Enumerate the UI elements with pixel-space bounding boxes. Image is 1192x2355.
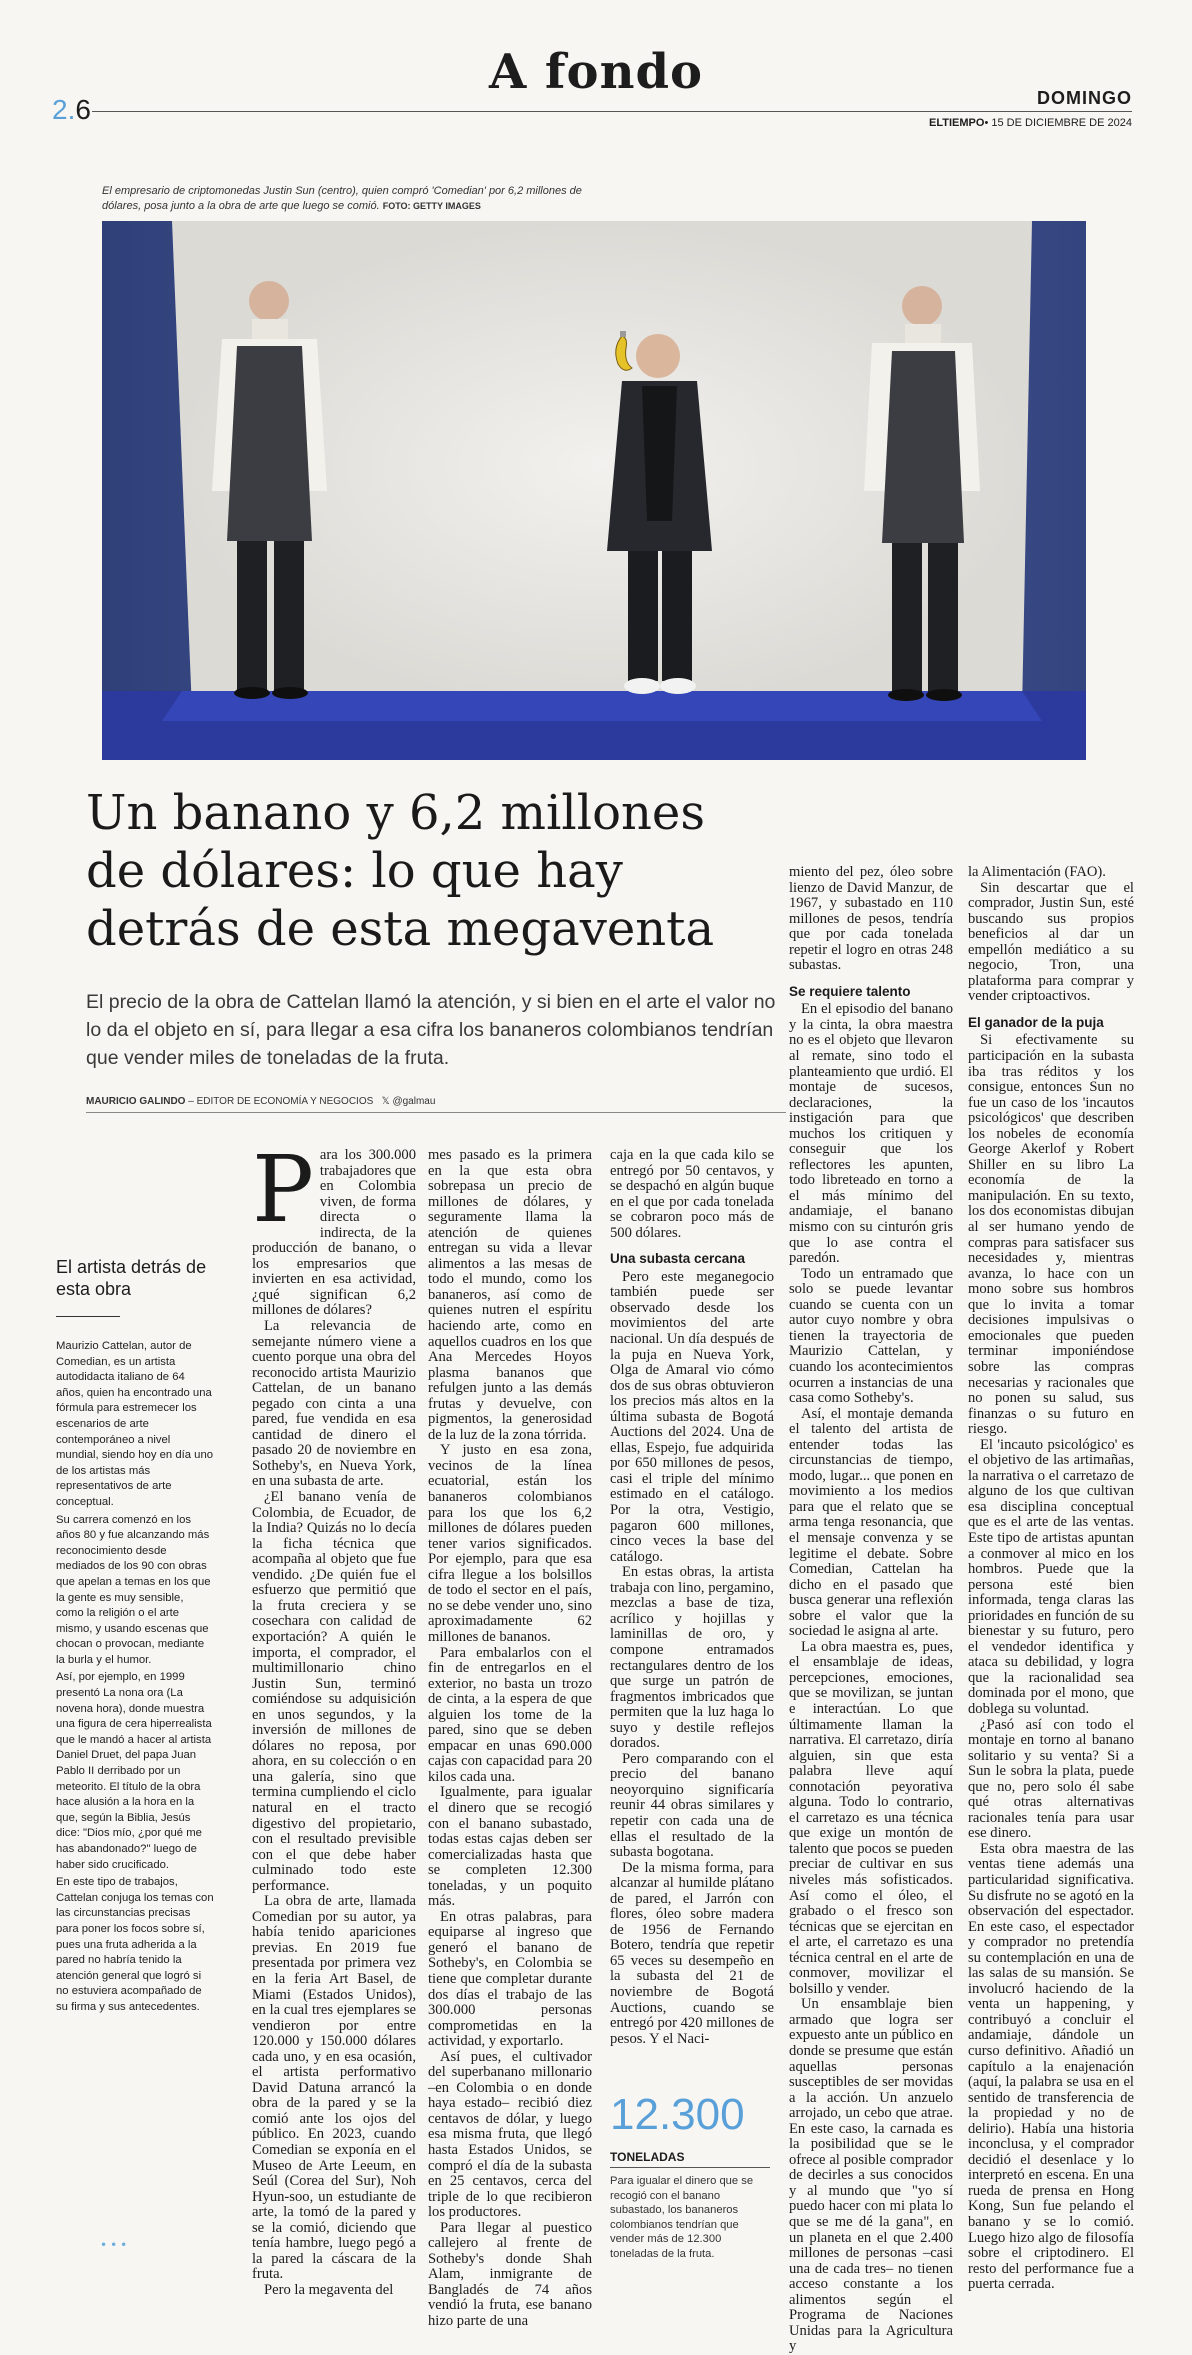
sidebar-body [56, 1339, 214, 2018]
sidebar-paragraph: Maurizio Cattelan, autor de Comedian, es un artista autodidacta italiano de 64 años, quien ha encontrado una fórmula para estremecer los escenarios de arte contemporáneo a nivel mundial, siendo hoy en día uno de los artistas más representativos de arte conceptual. [56, 1340, 214, 1508]
section-title: A fondo [488, 44, 704, 100]
article-column-4 [789, 864, 953, 2355]
paragraph: Para llegar al puestico callejero al frente de Sotheby's donde Shah Alam, inmigrante de Bangladés de 74 años vendió la fruta, ese banano hizo parte de una [428, 2219, 592, 2330]
highlight-label: TONELADAS [610, 2150, 685, 2164]
paragraph: Así, el montaje demanda el talento del artista de entender todas las circunstancias de tiempo, modo, lugar... que ponen en movimiento a los medios para que el relato que se arma tenga resonancia, que el mensaje convenza y se legitime el debate. Sobre Comedian, Cattelan ha dicho en el pasado que busca generar una reflexión sobre el valor que la sociedad le asigna al arte. [789, 1405, 953, 1640]
paragraph: Sin descartar que el comprador, Justin Sun, esté buscando sus propios beneficios al dar un empellón mediático a su negocio, Tron, una plataforma para comprar y vender criptoactivos. [968, 879, 1134, 1005]
paragraph: En otras palabras, para equiparse al ingreso que generó el banano de Sotheby's, en Colombia se tiene que completar durante dos días el trabajo de las 300.000 personas comprometidas en la actividad, y exportarlo. [428, 1908, 592, 2050]
author-role: – EDITOR DE ECONOMÍA Y NEGOCIOS [188, 1096, 374, 1107]
paragraph: La obra maestra es, pues, el ensamblaje de ideas, percepciones, emociones, que se movilizan, se juntan e interactúan. Lo que últimamente llaman la narrativa. El carretazo, diría alguien, sin que esta palabra lleve aquí connotación peyorativa alguna. Todo lo contrario, el carretazo es una técnica que exige un montón de talento que pocos se pueden preciar de cultivar en sus niveles más sofisticados. Así como el óleo, el grabado o el fresco son técnicas que se ejercitan en el arte, el carretazo es una técnica central en el arte de conmover, movilizar el bolsillo y vender. [789, 1638, 953, 1997]
paragraph: Pero la megaventa del [264, 2281, 394, 2298]
paragraph: Pero comparando con el precio del banano neoyorquino significaría reunir 44 obras similares y repetir con cada una de ellas el resultado de la subasta bogotana. [610, 1750, 774, 1861]
lead-photo [102, 221, 1086, 760]
article-column-2 [428, 1147, 592, 2330]
paragraph: la Alimentación (FAO). [968, 864, 1106, 880]
paragraph: Así pues, el cultivador del superbanano millonario –en Colombia o en donde haya estado– recibió diez centavos de dólar, y luego esa misma fruta, que llegó hasta Estados Unidos, se compró el día de la subasta en 25 centavos, cerca del triple de lo que recibieron los productores. [428, 2048, 592, 2221]
highlight-rule [610, 2167, 770, 2168]
paragraph: En estas obras, la artista trabaja con lino, pergamino, mezclas a base de tiza, acrílico y hojillas y laminillas de oro, y compone entramados rectangulares dentro de los que surge un patrón de fragmentos imbricados que permiten que la luz haga lo suyo y destile reflejos dorados. [610, 1564, 774, 1752]
paragraph: Todo un entramado que solo se puede levantar cuando se cuenta con un autor cuyo nombre y obra tienen la trayectoria de Maurizio Cattelan, y cuando los acontecimientos ocurren a instancias de una casa como Sotheby's. [789, 1265, 953, 1407]
paragraph: ¿Pasó así con todo el montaje en torno al banano solitario y su venta? Si a Sun le sobra la plata, puede que no, pero solo él sabe qué otras alternativas racionales tenía para usar ese dinero. [968, 1716, 1134, 1842]
date-text: • 15 DE DICIEMBRE DE 2024 [984, 117, 1132, 129]
subheading: El ganador de la puja [968, 1014, 1104, 1030]
paragraph: ara los 300.000 trabajadores que en Colombia viven, de forma directa o indirecta, de la producción de banano, o los empresarios que invierten en esa actividad, ¿qué significan 6,2 millones de dólares? [252, 1147, 416, 1319]
author-handle: @galmau [392, 1096, 436, 1107]
sidebar-paragraph: Así, por ejemplo, en 1999 presentó La nona ora (La novena hora), donde muestra una figura de cera hiperrealista que le mandó a hacer al artista Daniel Druet, del papa Juan Pablo II derribado por un meteorito. El título de la obra hace alusión a la hora en la que, según la Biblia, Jesús dice: "Dios mío, ¿por qué me has abandonado?" luego de haber sido crucificado. [56, 1671, 212, 1871]
paragraph: Esta obra maestra de las ventas tiene además una particularidad significativa. Su disfrute no se agotó en la observación del espectador. En este caso, el espectador y comprador no pretendía su contemplación en una de las salas de su mansión. Se involucró haciendo de la venta un happening, y contribuyó a concluir el andamiaje, dándole un curso definitivo. Añadió un capítulo a la enajenación (aquí, la palabra se usa en el sentido de transferencia de la propiedad y no de delirio). Había una historia inconclusa, y el comprador decidió el desenlace y lo interpretó en escena. En una rueda de prensa en Hong Kong, Sun fue pelando el banano y se lo comió. Luego hizo algo de filosofía sobre el criptodinero. El resto del performance fue a puerta cerrada. [968, 1840, 1134, 2293]
paragraph: Un ensamblaje bien armado que logra ser expuesto ante un público en donde se presume que están aquellas personas susceptibles de ser movidas a la acción. Un anzuelo arrojado, un cebo que atrae. En este caso, la carnada es la posibilidad que se le ofrece al posible comprador de decirles a sus conocidos y al mundo que "yo sí puedo hacer con mi plata lo que se me dé la gana", en un planeta en el que 2.400 millones de personas –casi una de cada tres– no tienen acceso constante a los alimentos según el Programa de Naciones Unidas para la Agricultura y [789, 1996, 953, 2355]
deck: El precio de la obra de Cattelan llamó la atención, y si bien en el arte el valor no lo da el objeto en sí, para llegar a esa cifra los bananeros colombianos tendrían que vender miles de toneladas de la fruta. [86, 991, 776, 1069]
dateline [929, 117, 1132, 129]
sidebar-dots: ••• [100, 2238, 131, 2252]
day-label: DOMINGO [1037, 88, 1132, 108]
article-column-1 [252, 1136, 416, 2298]
page-num: 6 [75, 94, 91, 125]
paragraph: miento del pez, óleo sobre lienzo de David Manzur, de 1967, y subastado en 110 millones de pesos, tendría que por cada tonelada repetir el logro en otras 248 subastas. [789, 864, 953, 974]
caption-text: El empresario de criptomonedas Justin Sun (centro), quien compró 'Comedian' por 6,2 millones de dólares, posa junto a la obra de arte que luego se comió. [102, 185, 582, 212]
paragraph: ¿El banano venía de Colombia, de Ecuador, de la India? Quizás no lo decía la ficha técnica que acompaña al objeto que fue vendido. ¿De quién fue el esfuerzo que permitió que la fruta creciera y se cosechara con calidad de exportación? A quién le importa, el comprador, el multimillonario chino Justin Sun, terminó comiéndose su adquisición en unos segundos, y la inversión de millones de dólares no reposa, por ahora, en su colección o en una galería, sino que termina cumpliendo el ciclo natural en el tracto digestivo del propietario, con el resultado previsible con el que debe haber culminado todo este performance. [252, 1489, 416, 1894]
photo-caption [102, 184, 602, 214]
paragraph: Si efectivamente su participación en la subasta iba tras réditos y los consigue, entonces Sun no fue un caso de los 'incautos psicológicos' que describen los nobeles de economía George Akerlof y Robert Shiller en su libro La economía de la manipulación. En su texto, los dos economistas dibujan al ser humano yendo de compras para satisfacer sus necesidades y, mientras avanza, lo hace con un mono sobre sus hombros que lo invita a tomar decisiones impulsivas o emocionales que pueden terminar imponiéndose sobre las compras necesarias y racionales que no ponen su salud, sus finanzas o su futuro en riesgo. [968, 1032, 1134, 1438]
x-icon: 𝕏 [381, 1096, 390, 1107]
highlight-figure: 12.300 [610, 2090, 745, 2139]
paragraph: Para embalarlos con el fin de entregarlos en el exterior, no basta un trozo de cinta, a la espera de que alguien los tome de la pared, sino que se deben empacar en unas 690.000 cajas con capacidad para 20 kilos cada una. [428, 1644, 592, 1785]
photo-illustration [102, 221, 1086, 760]
highlight-text: Para igualar el dinero que se recogió con el banano subastado, los bananeros colombianos tendrían que vender más de 12.300 toneladas de la fruta. [610, 2175, 754, 2260]
sidebar-paragraph: Su carrera comenzó en los años 80 y fue alcanzando más reconocimiento desde mediados de los 90 con obras que apelan a temas en los que la gente es muy sensible, como la religión o el arte mismo, y usando escenas que chocan o provocan, mediante la burla y el humor. [56, 1513, 211, 1666]
sidebar-title: El artista detrás de esta obra [56, 1257, 207, 1299]
paragraph: Y justo en esa zona, vecinos de la línea ecuatorial, están los bananeros colombianos para los que los 6,2 millones de dólares pueden tener varios significados. Por ejemplo, para que esa cifra llegue a los bolsillos de todo el sector en el país, no se debe vender uno, sino aproximadamente 62 millones de bananos. [428, 1442, 592, 1645]
paragraph: Pero este meganegocio también puede ser observado desde los movimientos del arte nacional. Un día después de la puja en Nueva York, Olga de Amaral vio cómo dos de sus obras obtuvieron los precios más altos en la última subasta de Bogotá Auctions del 2024. Una de ellas, Espejo, fue adquirida por 650 millones de pesos, casi el triple del mínimo estimado en el catálogo. Por la otra, Vestigio, pagaron 600 millones, cinco veces la base del catálogo. [610, 1268, 774, 1565]
headline: Un banano y 6,2 millones de dólares: lo que hay detrás de esta megaventa [86, 785, 715, 957]
author-name: MAURICIO GALINDO [86, 1096, 186, 1107]
paragraph: mes pasado es la primera en la que esta obra sobrepasa un precio de millones de dólares, y seguramente llama la atención de quienes entregan su vida a llevar alimentos a las mesas de todo el mundo, como los bananeros, así como de quienes nutren el espíritu haciendo arte, como en aquellos cuadros en los que Ana Mercedes Hoyos plasma bananos que refulgen junto a las demás frutas y devuelve, con pigmentos, la generosidad de la luz de la zona tórrida. [428, 1147, 592, 1443]
subheading: Se requiere talento [789, 983, 911, 999]
page-prefix: 2. [52, 94, 76, 125]
page-number [52, 94, 91, 126]
subheading: Una subasta cercana [610, 1251, 746, 1267]
paragraph: caja en la que cada kilo se entregó por 50 centavos, y se despachó en algún buque en el que por cada tonelada se cobraron poco más de 500 dólares. [610, 1147, 774, 1241]
paragraph: De la misma forma, para alcanzar al humilde plátano de pared, el Jarrón con flores, óleo sobre madera de 1956 de Fernando Botero, tendría que repetir 65 veces su desempeño en la subasta del 21 de noviembre de Bogotá Auctions, cuando se entregó por 420 millones de pesos. Y el Naci- [610, 1859, 774, 2047]
paragraph: Igualmente, para igualar el dinero que se recogió con el banano subastado, todas estas cajas deben ser comercializadas hasta que se completen 12.300 toneladas, y un poquito más. [428, 1784, 592, 1910]
paragraph: La relevancia de semejante número viene a cuento porque una obra del reconocido artista Maurizio Cattelan, de un banano pegado con cinta a una pared, fue vendida en esa cantidad de dinero el pasado 20 de noviembre en Sotheby's, en Nueva York, en una subasta de arte. [252, 1318, 416, 1490]
article-column-3 [610, 1148, 774, 2078]
header-rule [92, 111, 1132, 112]
paragraph: El 'incauto psicológico' es el objetivo de las artimañas, la narrativa o el carretazo de alguno de los que cultivan esa disciplina conceptual que es el arte de las ventas. Este tipo de artistas apuntan a conmover al mico en los hombros. Puede que la persona esté bien informada, tenga claras las prioridades en función de su bienestar y su futuro, pero el vendedor identifica y ataca su debilidad, y logra que la racionalidad sea dominada por el mono, que doblega su voluntad. [968, 1436, 1134, 1717]
sidebar-paragraph: En este tipo de trabajos, Cattelan conjuga los temas con las circunstancias precisas para poner los focos sobre sí, pues una fruta adherida a la pared no habría tenido la atención general que logró si no estuviera acompañado de su firma y sus antecedentes. [56, 1876, 214, 2013]
photo-credit: FOTO: GETTY IMAGES [382, 201, 481, 211]
paragraph: En el episodio del banano y la cinta, la obra maestra no es el objeto que llevaron al remate, sino todo el planteamiento que urdió. El montaje de sucesos, declaraciones, la instigación para que muchos los critiquen y conseguir que los reflectores les apunten, todo libreteado en torno a el más mínimo del andamiaje, el banano mismo con su cinturón gris que lo ase contra el paredón. [789, 1001, 953, 1267]
sidebar-rule [56, 1316, 120, 1317]
article-column-5 [968, 864, 1134, 2293]
drop-cap: P [252, 1136, 314, 1243]
byline-rule [86, 1112, 786, 1113]
paragraph: La obra de arte, llamada Comedian por su autor, ya había tenido apariciones previas. En 2019 fue presentada por primera vez en la feria Art Basel, de Miami (Estados Unidos), en la cual tres ejemplares se vendieron por entre 120.000 y 150.000 dólares cada uno, y en esa ocasión, el artista performativo David Datuna arrancó la obra de la pared y se la comió ante los ojos del público. En 2023, cuando Comedian se exponía en el Museo de Arte Leeum, en Seúl (Corea del Sur), Noh Hyun-soo, un estudiante de arte, la tomó de la pared y se la comió, diciendo que tenía hambre, luego pegó a la pared la cáscara de la fruta. [252, 1893, 416, 2283]
paper-name: ELTIEMPO [929, 117, 985, 129]
byline [86, 1096, 786, 1107]
